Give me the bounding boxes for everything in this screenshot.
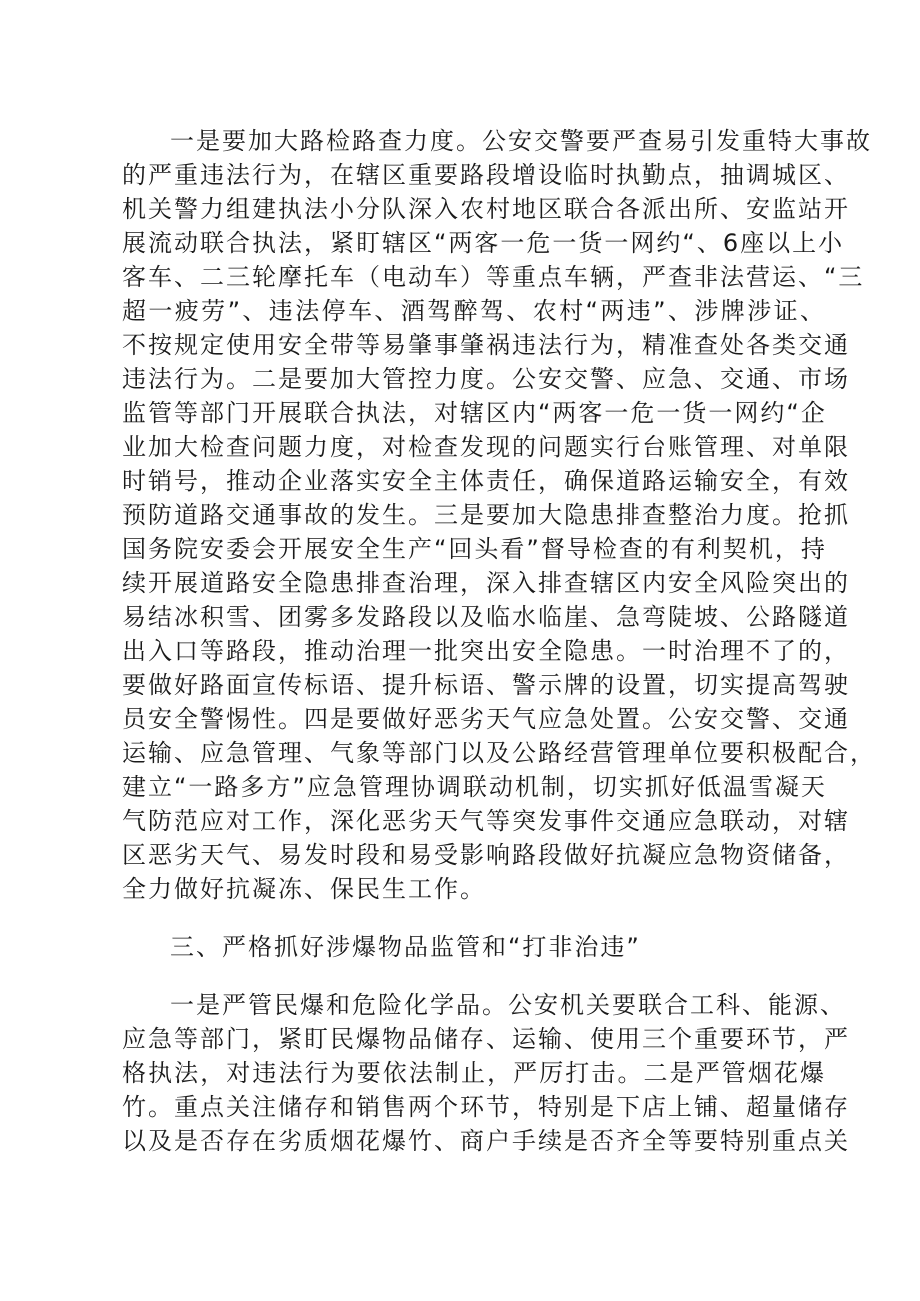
text-line: 国务院安委会开展安全生产“回头看”督导检查的有利契机，持 [122,535,827,563]
text-line: 员安全警惕性。四是要做好恶劣天气应急处置。公安交警、交通 [122,705,850,733]
text-line: 预防道路交通事故的发生。三是要加大隐患排查整治力度。抢抓 [122,501,850,529]
text-line: 全力做好抗凝冻、保民生工作。 [122,875,486,903]
text-line: 易结冰积雪、团雾多发路段以及临水临崖、急弯陡坡、公路隧道 [122,603,850,631]
paragraph-explosives [122,988,850,1158]
text-line: 的严重违法行为，在辖区重要路段增设临时执勤点，抽调城区、 [122,161,850,189]
paragraph-road-safety [122,124,876,906]
paragraph-spacer [122,906,826,930]
text-line: 应急等部门，紧盯民爆物品储存、运输、使用三个重要环节，严 [122,1025,850,1053]
text-line: 以及是否存在劣质烟花爆竹、商户手续是否齐全等要特别重点关 [122,1127,850,1155]
text-line: 不按规定使用安全带等易肇事肇祸违法行为，精准查处各类交通 [122,331,850,359]
text-line: 展流动联合执法，紧盯辖区“两客一危一货一网约“、6座以上小 [122,229,845,257]
document-body [122,124,876,1158]
text-line: 续开展道路安全隐患排查治理，深入排查辖区内安全风险突出的 [122,569,850,597]
text-line: 监管等部门开展联合执法，对辖区内“两客一危一货一网约“企 [122,399,827,427]
paragraph-spacer [122,964,826,988]
text-line: 业加大检查问题力度，对检查发现的问题实行台账管理、对单限 [122,433,850,461]
text-line: 一是严管民爆和危险化学品。公安机关要联合工科、能源、 [170,991,846,1019]
text-line: 建立“一路多方”应急管理协调联动机制，切实抓好低温雪凝天 [122,773,827,801]
text-line: 气防范应对工作，深化恶劣天气等突发事件交通应急联动，对辖 [122,807,850,835]
text-line: 一是要加大路检路查力度。公安交警要严查易引发重特大事故 [170,127,872,155]
text-line: 格执法，对违法行为要依法制止，严厉打击。二是严管烟花爆 [122,1059,826,1087]
text-line: 区恶劣天气、易发时段和易受影响路段做好抗凝应急物资储备， [122,841,850,869]
text-line: 出入口等路段，推动治理一批突出安全隐患。一时治理不了的， [122,637,850,665]
text-line: 违法行为。二是要加大管控力度。公安交警、应急、交通、市场 [122,365,850,393]
text-line: 机关警力组建执法小分队深入农村地区联合各派出所、安监站开 [122,195,850,223]
text-line: 时销号，推动企业落实安全主体责任，确保道路运输安全，有效 [122,467,850,495]
text-line: 超一疲劳”、违法停车、酒驾醉驾、农村“两违”、涉牌涉证、 [122,297,826,325]
text-line: 运输、应急管理、气象等部门以及公路经营管理单位要积极配合， [122,739,876,767]
section-heading: 三、严格抓好涉爆物品监管和“打非治违” [170,933,641,961]
text-line: 竹。重点关注储存和销售两个环节，特别是下店上铺、超量储存 [122,1093,850,1121]
text-line: 要做好路面宣传标语、提升标语、警示牌的设置，切实提高驾驶 [122,671,850,699]
text-line: 客车、二三轮摩托车（电动车）等重点车辆，严查非法营运、“三 [122,263,865,291]
